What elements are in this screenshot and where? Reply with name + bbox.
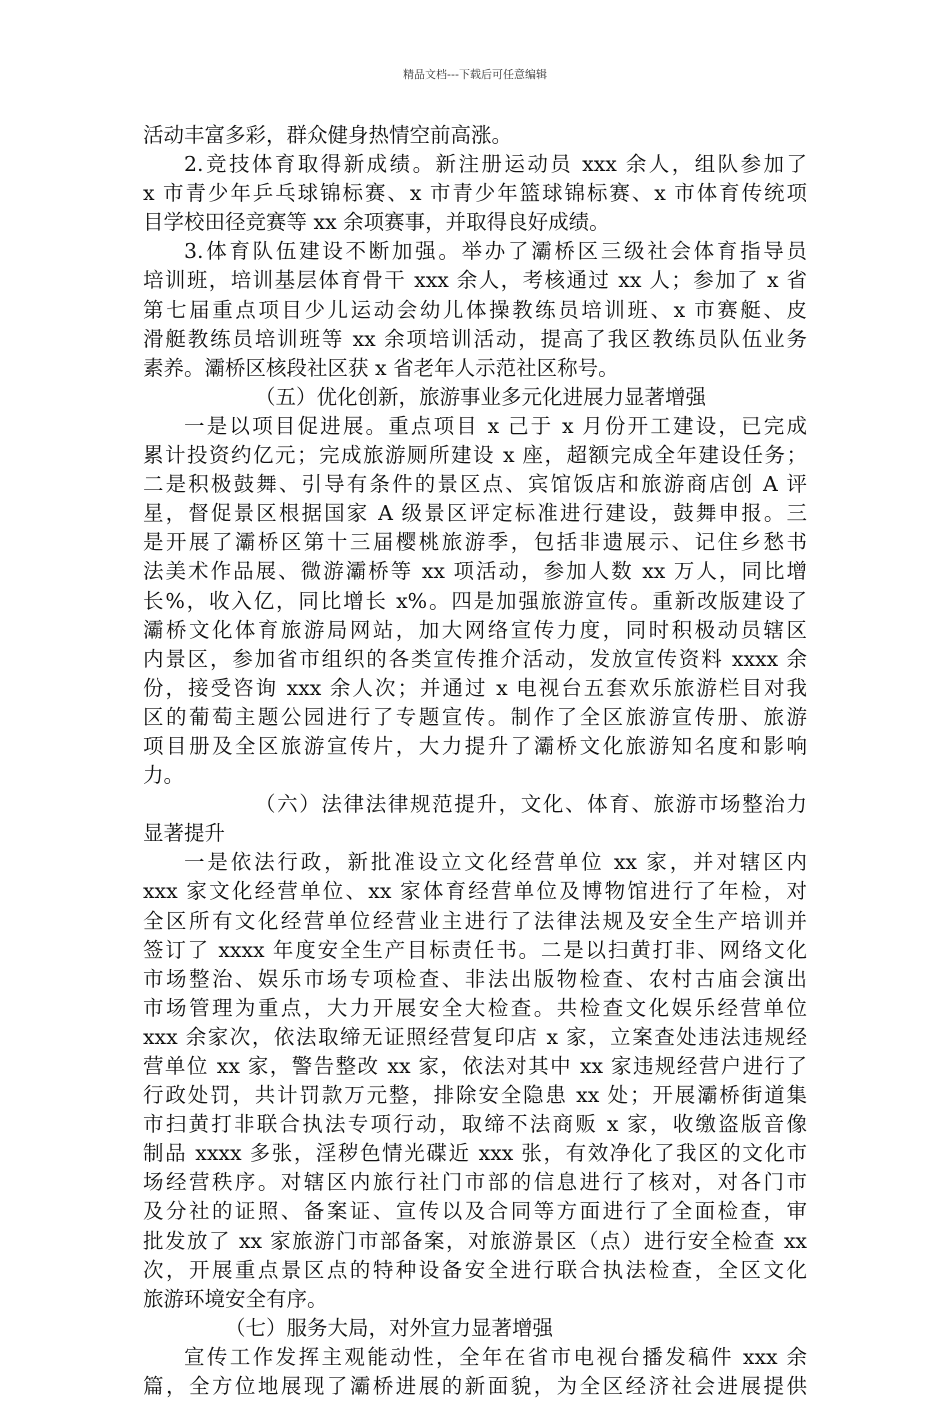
text-line: 次，开展重点景区点的特种设备安全进行联合执法检查，全区文化 — [143, 1257, 807, 1282]
text-line: 一是依法行政，新批准设立文化经营单位 xx 家，并对辖区内 — [184, 850, 807, 875]
text-line: 二是积极鼓舞、引导有条件的景区点、宾馆饭店和旅游商店创 A 评 — [143, 472, 807, 497]
text-line: 篇，全方位地展现了灞桥进展的新面貌，为全区经济社会进展提供 — [143, 1374, 807, 1399]
text-line: 项目册及全区旅游宣传片，大力提升了灞桥文化旅游知名度和影响 — [143, 733, 807, 758]
text-line: 及分社的证照、备案证、宣传以及合同等方面进行了全面检查，审 — [143, 1199, 807, 1224]
text-line: （七）服务大局，对外宣力显著增强 — [225, 1315, 553, 1340]
text-line: 目学校田径竞赛等 xx 余项赛事，并取得良好成绩。 — [143, 210, 610, 235]
text-line: 3.体育队伍建设不断加强。举办了灞桥区三级社会体育指导员 — [184, 239, 807, 264]
text-line: 制品 xxxx 多张，淫秽色情光碟近 xxx 张，有效净化了我区的文化市 — [143, 1141, 807, 1166]
text-line: 力。 — [143, 763, 184, 788]
text-line: 法美术作品展、微游灞桥等 xx 项活动，参加人数 xx 万人，同比增 — [143, 559, 807, 584]
text-line: 行政处罚，共计罚款万元整，排除安全隐患 xx 处；开展灞桥街道集 — [143, 1083, 807, 1108]
text-line: 2.竞技体育取得新成绩。新注册运动员 xxx 余人，组队参加了 — [184, 152, 807, 177]
text-line: 显著提升 — [143, 821, 225, 846]
text-line: 一是以项目促进展。重点项目 x 己于 x 月份开工建设，已完成 — [184, 413, 807, 438]
text-line: 累计投资约亿元；完成旅游厕所建设 x 座，超额完成全年建设任务； — [143, 443, 807, 468]
text-line: 市场整治、娱乐市场专项检查、非法出版物检查、农村古庙会演出 — [143, 966, 807, 991]
text-line: 是开展了灞桥区第十三届樱桃旅游季，包括非遗展示、记住乡愁书 — [143, 530, 807, 555]
text-line: 旅游环境安全有序。 — [143, 1286, 328, 1311]
text-line: （五）优化创新，旅游事业多元化进展力显著增强 — [255, 384, 706, 409]
text-line: 市场管理为重点，大力开展安全大检查。共检查文化娱乐经营单位 — [143, 995, 807, 1020]
text-line: 滑艇教练员培训班等 xx 余项培训活动，提高了我区教练员队伍业务 — [143, 326, 807, 351]
text-line: 第七届重点项目少儿运动会幼儿体操教练员培训班、x 市赛艇、皮 — [143, 297, 807, 322]
text-line: 营单位 xx 家，警告整改 xx 家，依法对其中 xx 家违规经营户进行了 — [143, 1054, 807, 1078]
text-line: 全区所有文化经营单位经营业主进行了法律法规及安全生产培训并 — [143, 908, 807, 933]
text-line: 长%，收入亿，同比增长 x%。四是加强旅游宣传。重新改版建设了 — [143, 588, 807, 613]
text-line: 灞桥文化体育旅游局网站，加大网络宣传力度，同时积极动员辖区 — [143, 617, 807, 642]
text-line: 批发放了 xx 家旅游门市部备案，对旅游景区（点）进行安全检查 xx — [143, 1228, 807, 1253]
text-line: 内景区，参加省市组织的各类宣传推介活动，发放宣传资料 xxxx 余 — [143, 646, 807, 671]
document-body — [143, 121, 807, 1401]
text-line: 区的葡萄主题公园进行了专题宣传。制作了全区旅游宣传册、旅游 — [143, 704, 807, 729]
text-line: 素养。灞桥区核段社区获 x 省老年人示范社区称号。 — [143, 355, 619, 380]
text-line: （六）法律法律规范提升，文化、体育、旅游市场整治力 — [255, 792, 807, 817]
text-line: xxx 余家次，依法取缔无证照经营复印店 x 家，立案查处违法违规经 — [143, 1024, 807, 1049]
text-line: 份，接受咨询 xxx 余人次；并通过 x 电视台五套欢乐旅游栏目对我 — [143, 675, 807, 700]
text-line: 培训班，培训基层体育骨干 xxx 余人，考核通过 xx 人；参加了 x 省 — [143, 268, 807, 293]
text-line: x 市青少年乒乓球锦标赛、x 市青少年篮球锦标赛、x 市体育传统项 — [143, 181, 807, 206]
page-header: 精品文档---下载后可任意编辑 — [403, 68, 547, 81]
text-line: 星，督促景区根据国家 A 级景区评定标准进行建设，鼓舞申报。三 — [143, 501, 807, 526]
text-line: 市扫黄打非联合执法专项行动，取缔不法商贩 x 家，收缴盗版音像 — [143, 1112, 807, 1137]
text-line: 宣传工作发挥主观能动性，全年在省市电视台播发稿件 xxx 余 — [184, 1344, 807, 1369]
text-line: 签订了 xxxx 年度安全生产目标责任书。二是以扫黄打非、网络文化 — [143, 937, 807, 962]
text-line: 场经营秩序。对辖区内旅行社门市部的信息进行了核对，对各门市 — [143, 1170, 807, 1195]
text-line: xxx 家文化经营单位、xx 家体育经营单位及博物馆进行了年检，对 — [143, 879, 807, 904]
text-line: 活动丰富多彩，群众健身热情空前高涨。 — [143, 123, 512, 147]
